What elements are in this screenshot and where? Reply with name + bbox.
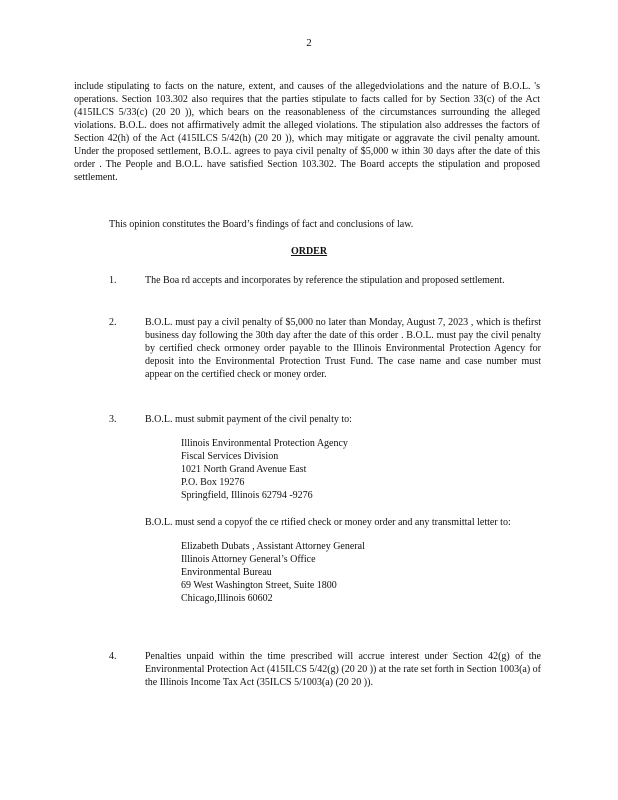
item-text: B.O.L. must pay a civil penalty of $5,000 no later than Monday, August 7, 2023 , which is thefirst business day following the 30th day after the date of this order . B.O.L. must pay the civil penalty by certified check ormoney order payable to the Illinois Environmental Protection Agency for deposit into the Environmental Protection Trust Fund. The case name and case number must appear on the certified check or money order. xyxy=(145,317,541,380)
address-line: 69 West Washington Street, Suite 1800 xyxy=(181,580,337,591)
payment-address xyxy=(181,437,541,502)
address-line: Illinois Attorney General’s Office xyxy=(181,554,316,565)
item-number: 3. xyxy=(109,414,117,425)
address-line: 1021 North Grand Avenue East xyxy=(181,464,307,475)
item-number: 1. xyxy=(109,275,117,286)
item-text: B.O.L. must submit payment of the civil penalty to: xyxy=(145,414,352,425)
item-text: Penalties unpaid within the time prescribed will accrue interest under Section 42(g) of the Environmental Protection Act (415ILCS 5/42(g) (20 20 )) at the rate set forth in Section 1003(a) of the Illinois Income Tax Act (35ILCS 5/1003(a) (20 20 )). xyxy=(145,651,542,688)
page-number: 2 xyxy=(306,37,312,49)
transmittal-address xyxy=(181,540,541,605)
item-body xyxy=(145,413,541,605)
address-line: Illinois Environmental Protection Agency xyxy=(181,438,348,449)
item-text-2: B.O.L. must send a copyof the ce rtified check or money order and any transmittal letter to: xyxy=(145,517,511,528)
address-line: Environmental Bureau xyxy=(181,567,272,578)
opinion-statement: This opinion constitutes the Board’s findings of fact and conclusions of law. xyxy=(109,219,414,230)
item-number: 2. xyxy=(109,317,117,328)
address-line: Fiscal Services Division xyxy=(181,451,279,462)
address-line: Springfield, Illinois 62794 -9276 xyxy=(181,490,313,501)
item-number: 4. xyxy=(109,651,117,662)
intro-paragraph: include stipulating to facts on the nature, extent, and causes of the allegedviolations and the nature of B.O.L. 's operations. Section 103.302 also requires that the parties stipulate to facts called for by Section 33(c) of the Act (415ILCS 5/33(c) (20 20 )), which bears on the reasonableness of the circumstances surrounding the alleged violations. B.O.L. does not affirmatively admit the alleged violations. The stipulation also addresses the factors of Section 42(h) of the Act (415ILCS 5/42(h) (20 20 )), which may mitigate or aggravate the civil penalty amount. Under the proposed settlement, B.O.L. agrees to paya civil penalty of $5,000 w ithin 30 days after the date of this order . The People and B.O.L. have satisfied Section 103.302. The Board accepts the stipulation and proposed settlement. xyxy=(74,81,540,183)
order-heading: ORDER xyxy=(290,246,328,257)
address-line: Chicago,Illinois 60602 xyxy=(181,593,273,604)
item-text: The Boa rd accepts and incorporates by reference the stipulation and proposed settlement. xyxy=(145,275,505,286)
address-line: Elizabeth Dubats , Assistant Attorney General xyxy=(181,541,365,552)
address-line: P.O. Box 19276 xyxy=(181,477,245,488)
